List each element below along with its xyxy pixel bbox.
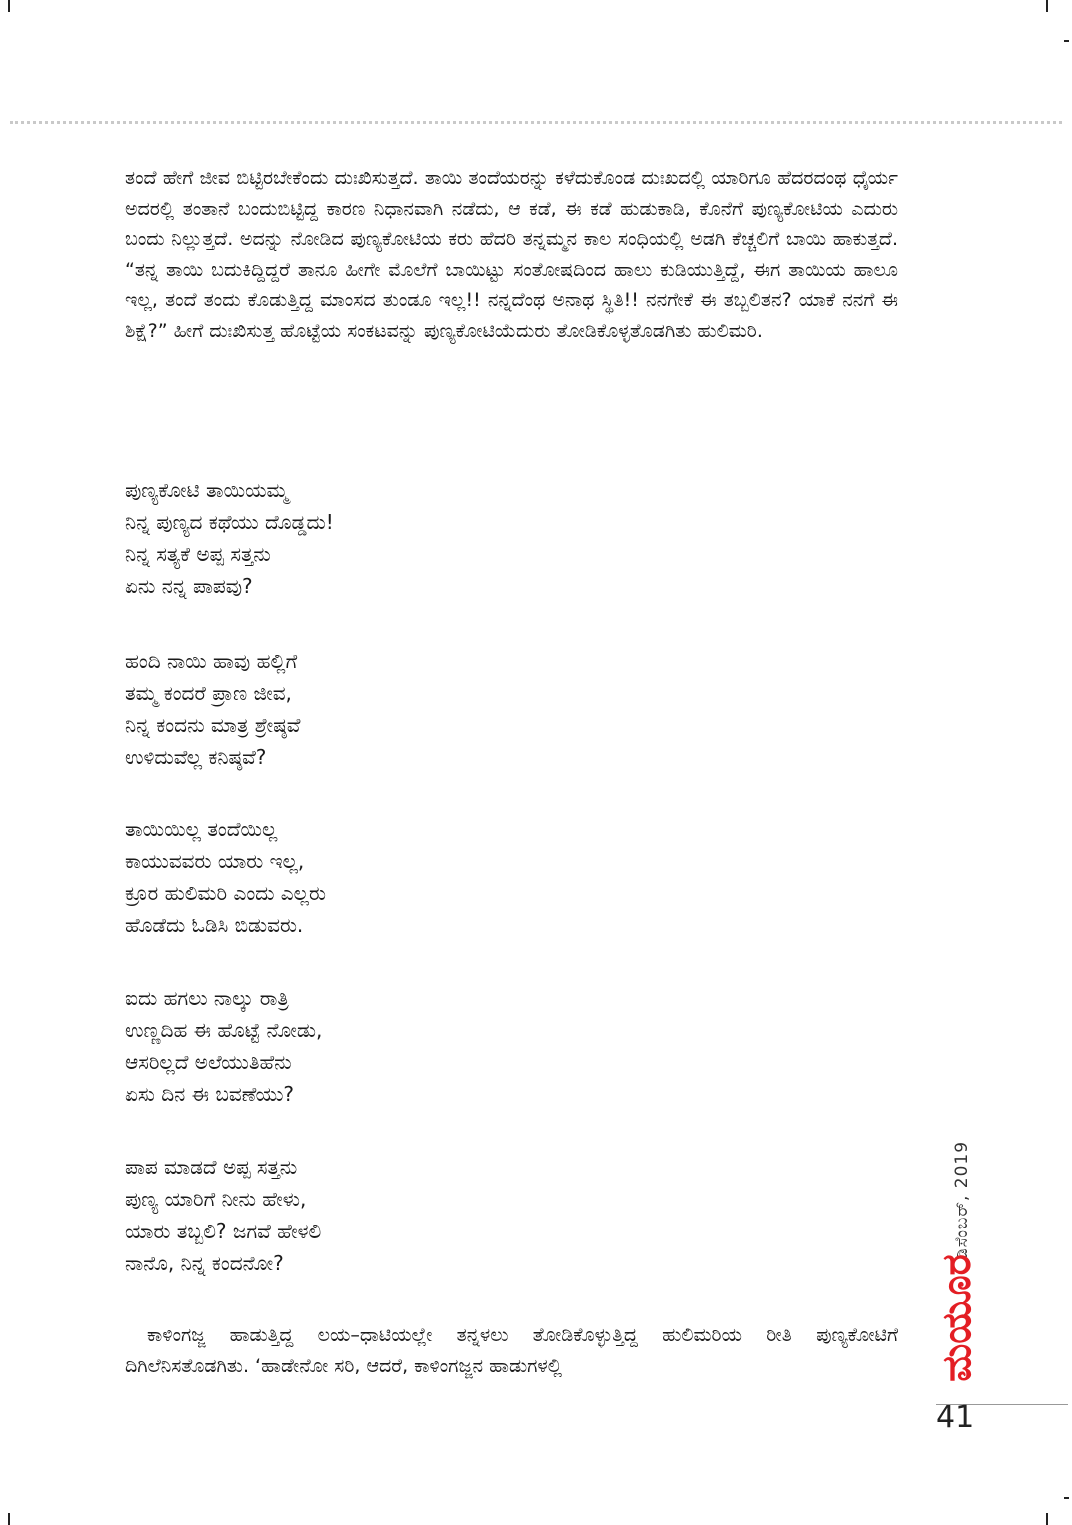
- poem-line: ಉಣ್ಣದಿಹ ಈ ಹೊಟ್ಟೆ ನೋಡು,: [125, 1018, 323, 1042]
- issue-date: ಡಿಸೆಂಬರ್, 2019: [952, 1140, 972, 1260]
- poem-line: ಉಳಿದುವೆಲ್ಲ ಕನಿಷ್ಠವೆ?: [125, 745, 267, 769]
- poem-stanza-5: [125, 1151, 321, 1279]
- poem-line: ತಮ್ಮ ಕಂದರೆ ಪ್ರಾಣ ಜೀವ,: [125, 681, 292, 705]
- poem-line: ನಾನೊ, ನಿನ್ನ ಕಂದನೋ?: [125, 1251, 284, 1275]
- poem-line: ಏಸು ದಿನ ಈ ಬವಣೆಯು?: [125, 1082, 295, 1106]
- poem-line: ನಿನ್ನ ಪುಣ್ಯದ ಕಥೆಯು ದೊಡ್ಡದು!: [125, 510, 334, 534]
- crop-mark-right-top: [1064, 40, 1069, 42]
- poem-line: ಐದು ಹಗಲು ನಾಲ್ಕು ರಾತ್ರಿ: [125, 986, 289, 1010]
- page-number: 41: [936, 1400, 975, 1435]
- poem-line: ಆಸರಿಲ್ಲದೆ ಅಲೆಯುತಿಹೆನು: [125, 1050, 292, 1074]
- poem-line: ತಾಯಿಯಿಲ್ಲ ತಂದೆಯಿಲ್ಲ: [125, 817, 278, 841]
- crop-mark-top-left: [8, 0, 10, 12]
- poem-stanza-1: [125, 474, 334, 602]
- paragraph-bottom: ಕಾಳಿಂಗಜ್ಜ ಹಾಡುತ್ತಿದ್ದ ಲಯ–ಧಾಟಿಯಲ್ಲೇ ತನ್ನಳಲು ತೋಡಿಕೊಳ್ಳುತ್ತಿದ್ದ ಹುಲಿಮರಿಯ ರೀತಿ ಪುಣ್ಯಕೋಟಿಗೆ ದಿಗಿಲೆನಿಸತೊಡಗಿತು. ‘ಹಾಡೇನೋ ಸರಿ, ಆದರೆ, ಕಾಳಿಂಗಜ್ಜನ ಹಾಡುಗಳಲ್ಲಿ: [125, 1324, 898, 1377]
- poem-line: ನಿನ್ನ ಕಂದನು ಮಾತ್ರ ಶ್ರೇಷ್ಠವೆ: [125, 713, 301, 737]
- poem-stanza-3: [125, 813, 326, 941]
- magazine-logo: ಮಯೂರ: [934, 1254, 980, 1382]
- poem-line: ಪುಣ್ಯಕೋಟಿ ತಾಯಿಯಮ್ಮ: [125, 478, 289, 502]
- poem-stanza-4: [125, 982, 322, 1110]
- poem-line: ಏನು ನನ್ನ ಪಾಪವು?: [125, 574, 253, 598]
- poem-line: ಹೊಡೆದು ಓಡಿಸಿ ಬಿಡುವರು.: [125, 913, 304, 937]
- dotted-header-rule: [10, 121, 1062, 124]
- poem-line: ಪುಣ್ಯ ಯಾರಿಗೆ ನೀನು ಹೇಳು,: [125, 1187, 307, 1211]
- crop-mark-bottom-left: [8, 1513, 10, 1525]
- poem-line: ಯಾರು ತಬ್ಬಲಿ? ಜಗವೆ ಹೇಳಲಿ: [125, 1219, 322, 1243]
- poem-line: ನಿನ್ನ ಸತ್ಯಕೆ ಅಪ್ಪ ಸತ್ತನು: [125, 542, 271, 566]
- poem-line: ಕಾಯುವವರು ಯಾರು ಇಲ್ಲ,: [125, 849, 305, 873]
- paragraph-top: ತಂದೆ ಹೇಗೆ ಜೀವ ಬಿಟ್ಟಿರಬೇಕೆಂದು ದುಃಖಿಸುತ್ತದೆ. ತಾಯಿ ತಂದೆಯರನ್ನು ಕಳೆದುಕೊಂಡ ದುಃಖದಲ್ಲಿ ಯಾರಿಗೂ ಹೆದರದಂಥ ಧೈರ್ಯ ಅದರಲ್ಲಿ ತಂತಾನೆ ಬಂದುಬಿಟ್ಟಿದ್ದ ಕಾರಣ ನಿಧಾನವಾಗಿ ನಡೆದು, ಆ ಕಡೆ, ಈ ಕಡೆ ಹುಡುಕಾಡಿ, ಕೊನೆಗೆ ಪುಣ್ಯಕೋಟಿಯ ಎದುರು ಬಂದು ನಿಲ್ಲುತ್ತದೆ. ಅದನ್ನು ನೋಡಿದ ಪುಣ್ಯಕೋಟಿಯ ಕರು ಹೆದರಿ ತನ್ನಮ್ಮನ ಕಾಲ ಸಂಧಿಯಲ್ಲಿ ಅಡಗಿ ಕೆಚ್ಚಲಿಗೆ ಬಾಯಿ ಹಾಕುತ್ತದೆ. “ತನ್ನ ತಾಯಿ ಬದುಕಿದ್ದಿದ್ದರೆ ತಾನೂ ಹೀಗೇ ಮೊಲೆಗೆ ಬಾಯಿಟ್ಟು ಸಂತೋಷದಿಂದ ಹಾಲು ಕುಡಿಯುತ್ತಿದ್ದೆ, ಈಗ ತಾಯಿಯ ಹಾಲೂ ಇಲ್ಲ, ತಂದೆ ತಂದು ಕೊಡುತ್ತಿದ್ದ ಮಾಂಸದ ತುಂಡೂ ಇಲ್ಲ!! ನನ್ನದೆಂಥ ಅನಾಥ ಸ್ಥಿತಿ!! ನನಗೇಕೆ ಈ ತಬ್ಬಲಿತನ? ಯಾಕೆ ನನಗೆ ಈ ಶಿಕ್ಷೆ?” ಹೀಗೆ ದುಃಖಿಸುತ್ತ ಹೊಟ್ಟೆಯ ಸಂಕಟವನ್ನು ಪುಣ್ಯಕೋಟಿಯೆದುರು ತೋಡಿಕೊಳ್ಳತೊಡಗಿತು ಹುಲಿಮರಿ.: [125, 167, 898, 342]
- crop-mark-right-bottom: [1064, 1497, 1069, 1499]
- poem-line: ಪಾಪ ಮಾಡದೆ ಅಪ್ಪ ಸತ್ತನು: [125, 1155, 298, 1179]
- crop-mark-bottom-right: [1046, 1513, 1048, 1525]
- poem-line: ಕ್ರೂರ ಹುಲಿಮರಿ ಎಂದು ಎಲ್ಲರು: [125, 881, 326, 905]
- poem-line: ಹಂದಿ ನಾಯಿ ಹಾವು ಹಲ್ಲಿಗೆ: [125, 649, 298, 673]
- crop-mark-top-right: [1046, 0, 1048, 12]
- poem-stanza-2: [125, 645, 300, 773]
